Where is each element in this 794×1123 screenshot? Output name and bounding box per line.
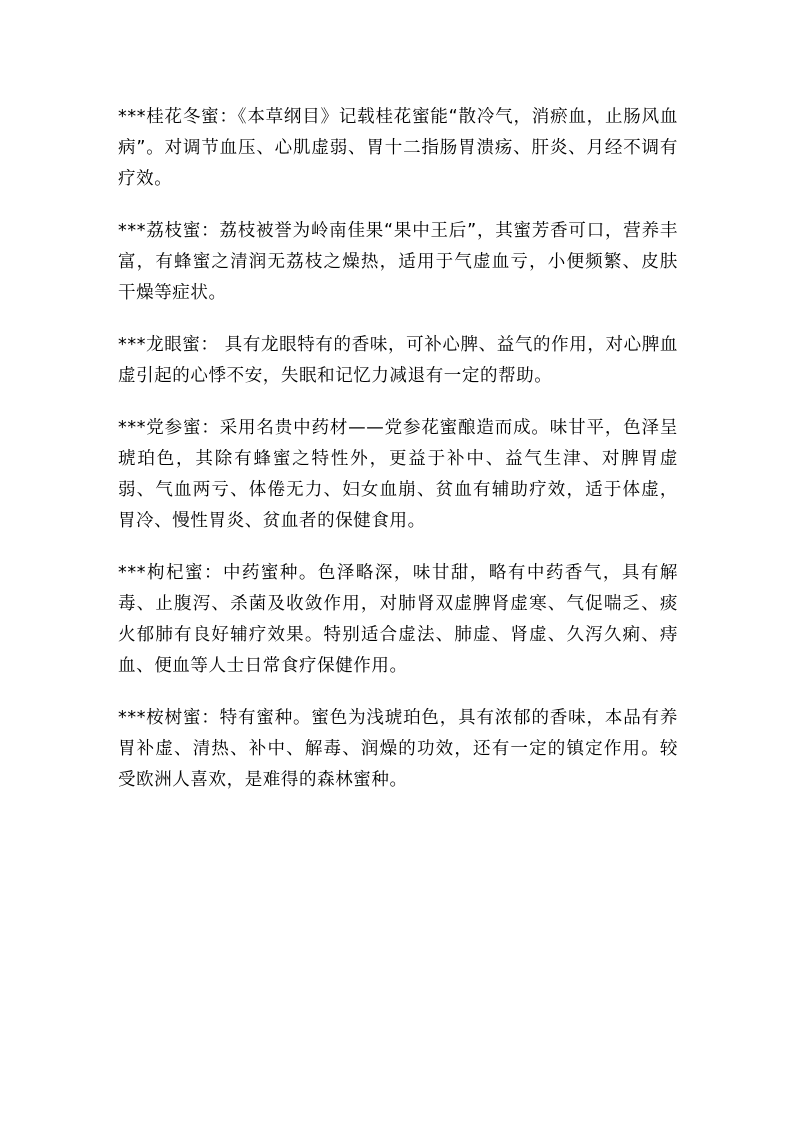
paragraph-longan-honey: ***龙眼蜜： 具有龙眼特有的香味，可补心脾、益气的作用，对心脾血虚引起的心悸不安，失眠和记忆力减退有一定的帮助。 bbox=[118, 335, 678, 386]
paragraph-eucalyptus-honey: ***桉树蜜：特有蜜种。蜜色为浅琥珀色，具有浓郁的香味，本品有养胃补虚、清热、补中、解毒、润燥的功效，还有一定的镇定作用。较受欧洲人喜欢，是难得的森林蜜种。 bbox=[118, 708, 678, 790]
paragraph-osmanthus-honey: ***桂花冬蜜：《本草纲目》记载桂花蜜能“散冷气，消瘀血，止肠风血病”。对调节血压、心肌虚弱、胃十二指肠胃溃疡、肝炎、月经不调有疗效。 bbox=[118, 107, 678, 189]
paragraph-goji-honey: ***枸杞蜜：中药蜜种。色泽略深，味甘甜，略有中药香气，具有解毒、止腹泻、杀菌及收敛作用，对肺肾双虚脾肾虚寒、气促喘乏、痰火郁肺有良好辅疗效果。特别适合虚法、肺虚、肾虚、久泻久痢、痔血、便血等人士日常食疗保健作用。 bbox=[118, 563, 678, 676]
paragraph-codonopsis-honey: ***党参蜜：采用名贵中药材——党参花蜜酿造而成。味甘平，色泽呈琥珀色，其除有蜂蜜之特性外，更益于补中、益气生津、对脾胃虚弱、气血两亏、体倦无力、妇女血崩、贫血有辅助疗效，适于体虚，胃冷、慢性胃炎、贫血者的保健食用。 bbox=[118, 418, 678, 531]
paragraph-lychee-honey: ***荔枝蜜：荔枝被誉为岭南佳果“果中王后”，其蜜芳香可口，营养丰富，有蜂蜜之清润无荔枝之燥热，适用于气虚血亏，小便频繁、皮肤干燥等症状。 bbox=[118, 221, 678, 303]
document-body bbox=[118, 102, 678, 817]
